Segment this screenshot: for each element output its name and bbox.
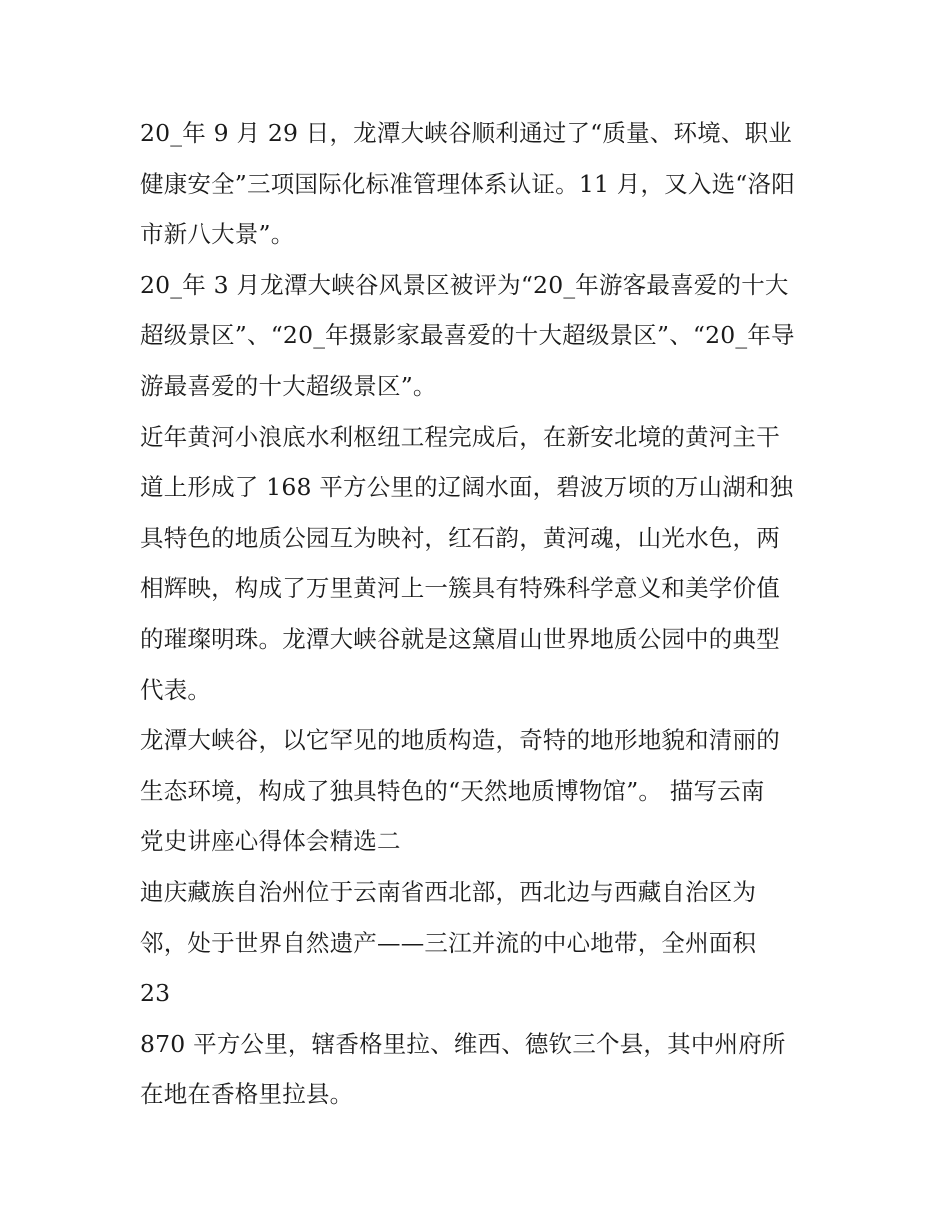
text-line: 在地在香格里拉县。: [140, 1080, 354, 1109]
text-line: 具特色的地质公园互为映衬，红石韵，黄河魂，山光水色，两: [140, 523, 780, 552]
text-line: 23: [140, 979, 171, 1008]
text-line: 20_年 3 月龙潭大峡谷风景区被评为“20_年游客最喜爱的十大: [140, 270, 789, 299]
text-line: 生态环境，构成了独具特色的“天然地质博物馆”。 描写云南: [140, 776, 765, 805]
text-line: 健康安全”三项国际化标准管理体系认证。11 月，又入选“洛阳: [140, 169, 795, 198]
text-line: 道上形成了 168 平方公里的辽阔水面，碧波万顷的万山湖和独: [140, 473, 794, 502]
text-line: 邻，处于世界自然遗产——三江并流的中心地带，全州面积: [140, 928, 757, 957]
text-line: 的璀璨明珠。龙潭大峡谷就是这黛眉山世界地质公园中的典型: [140, 624, 780, 653]
text-line: 相辉映，构成了万里黄河上一簇具有特殊科学意义和美学价值: [140, 574, 780, 603]
text-line: 870 平方公里，辖香格里拉、维西、德钦三个县，其中州府所: [140, 1029, 786, 1058]
text-line: 近年黄河小浪底水利枢纽工程完成后，在新安北境的黄河主干: [140, 422, 780, 451]
text-line: 市新八大景”。: [140, 220, 295, 249]
document-body: [140, 108, 820, 1120]
text-line: 迪庆藏族自治州位于云南省西北部，西北边与西藏自治区为: [140, 877, 757, 906]
text-line: 党史讲座心得体会精选二: [140, 827, 401, 856]
text-line: 20_年 9 月 29 日，龙潭大峡谷顺利通过了“质量、环境、职业: [140, 119, 793, 147]
text-line: 超级景区”、“20_年摄影家最喜爱的十大超级景区”、“20_年导: [140, 321, 795, 350]
text-line: 代表。: [140, 675, 212, 704]
text-line: 龙潭大峡谷，以它罕见的地质构造，奇特的地形地貌和清丽的: [140, 726, 780, 755]
text-line: 游最喜爱的十大超级景区”。: [140, 371, 437, 400]
